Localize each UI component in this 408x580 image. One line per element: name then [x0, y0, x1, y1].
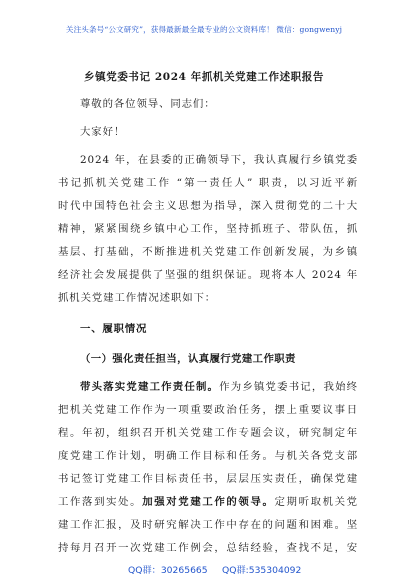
- para-line-6-bold: 加强对党建工作的领导。: [142, 496, 275, 508]
- intro-line-2: 书记抓机关党建工作 “第一责任人” 职责，以习近平新: [58, 177, 358, 189]
- para-line-1-rest: 作为乡镇党委书记，我始终: [219, 381, 358, 393]
- header-banner: 关注头条号“公文研究”，获得最新最全最专业的公文资料库！ 微信：gongwenyj: [65, 25, 343, 34]
- intro-line-3: 时代中国特色社会主义思想为指导，深入贯彻党的二十大: [58, 200, 358, 212]
- para-line-6-a: 工作落到实处。: [58, 496, 143, 508]
- para-line-2: 把机关党建工作作为一项重要政治任务，摆上重要议事日: [58, 404, 358, 416]
- document-title: 乡镇党委书记 2024 年抓机关党建工作述职报告: [84, 71, 324, 83]
- intro-line-6: 经济社会发展提供了坚强的组织保证。现将本人 2024 年: [58, 269, 358, 281]
- para-line-4: 度党建工作计划，明确工作目标和任务。与机关各党支部: [58, 450, 358, 462]
- greeting: 尊敬的各位领导、同志们：: [80, 98, 216, 110]
- section-heading: 一、履职情况: [80, 323, 148, 335]
- hello-line: 大家好！: [80, 126, 126, 138]
- intro-line-4: 精神，紧紧围绕乡镇中心工作，坚持抓班子、带队伍，抓: [58, 223, 358, 235]
- footer-qq-group-2: QQ群:535304092: [222, 565, 302, 576]
- intro-line-5: 基层、打基础，不断推进机关党建工作创新发展，为乡镇: [58, 246, 358, 258]
- intro-line-7: 抓机关党建工作情况述职如下：: [58, 292, 217, 304]
- para-line-1: [80, 380, 358, 394]
- para-line-8: 持每月召开一次党建工作例会，总结经验，查找不足，安: [58, 542, 358, 554]
- para-line-6: [58, 495, 358, 509]
- intro-line-1: 2024 年，在县委的正确领导下，我认真履行乡镇党委: [80, 154, 358, 166]
- para-lead-bold: 带头落实党建工作责任制。: [80, 381, 220, 393]
- para-line-7: 建工作汇报，及时研究解决工作中存在的问题和困难。坚: [58, 519, 358, 531]
- para-line-5: 书记签订党建工作目标责任书，层层压实责任，确保党建: [58, 473, 358, 485]
- para-line-3: 程。年初，组织召开机关党建工作专题会议，研究制定年: [58, 427, 358, 439]
- footer-qq-group-1: QQ群：30265665: [128, 565, 208, 576]
- subsection-heading: （一）强化责任担当，认真履行党建工作职责: [80, 353, 296, 365]
- para-line-6-b: 定期听取机关党: [274, 496, 358, 508]
